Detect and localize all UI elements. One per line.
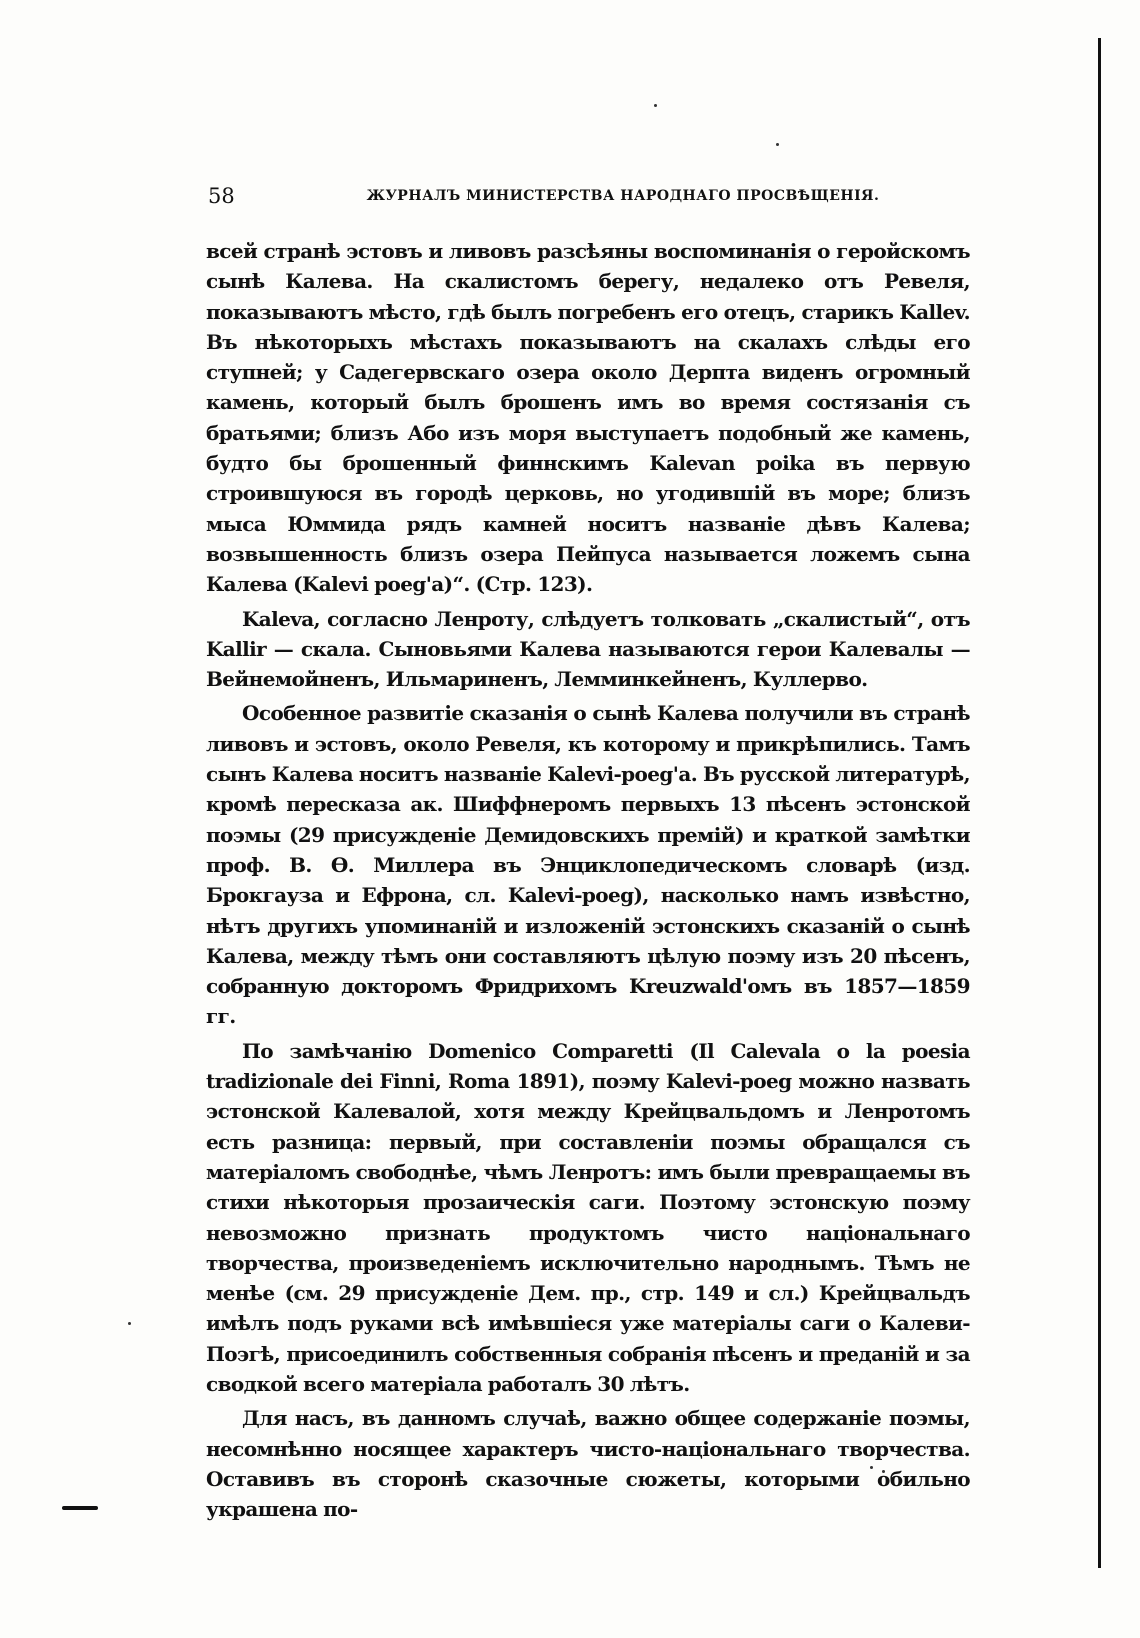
paragraph: Особенное развитіе сказанія о сынѣ Калева получили въ странѣ ливовъ и эстовъ, около Ревеля, къ которому и прикрѣпились. Тамъ сынъ Калева носитъ названіе Kalevi-poeg'a. Въ русской литературѣ, кромѣ пересказа ак. Шиффнеромъ первыхъ 13 пѣсенъ эстонской поэмы (29 присужденіе Демидовскихъ премій) и краткой замѣтки проф. В. Ѳ. Миллера въ Энциклопедическомъ словарѣ (изд. Брокгауза и Ефрона, сл. Kalevi-poeg), насколько намъ извѣстно, нѣтъ другихъ упоминаній и изложеній эстонскихъ сказаній о сынѣ Калева, между тѣмъ они составляютъ цѣлую поэму изъ 20 пѣсенъ, собранную докторомъ Фридрихомъ Kreuzwald'омъ въ 1857—1859 гг. [206,701,970,1029]
scan-speck [776,143,779,146]
paragraph: Для насъ, въ данномъ случаѣ, важно общее содержаніе поэмы, несомнѣнно носящее характеръ чисто-національнаго творчества. Оставивъ въ сторонѣ сказочные сюжеты, которыми обильно украшена по- [206,1406,970,1522]
paragraph: Kaleva, согласно Ленроту, слѣдуетъ толковать „скалистый“, отъ Kallir — скала. Сыновьями Калева называются герои Калевалы — Вейнемойненъ, Ильмариненъ, Лемминкейненъ, Куллерво. [206,606,970,692]
scan-edge-mark [62,1506,98,1510]
scan-speck [128,1322,131,1325]
body-text [206,236,970,1524]
paragraph: По замѣчанію Domenico Comparetti (Il Calevala o la poesia tradizionale dei Finni, Roma 1891), поэму Kalevi-poeg можно назвать эстонской Калевалой, хотя между Крейцвальдомъ и Ленротомъ есть разница: первый, при составленіи поэмы обращался съ матеріаломъ свободнѣе, чѣмъ Ленротъ: имъ были превращаемы въ стихи нѣкоторыя прозаическія саги. Поэтому эстонскую поэму невозможно признать продуктомъ чисто національнаго творчества, произведеніемъ исключительно народнымъ. Тѣмъ не менѣе (см. 29 присужденіе Дем. пр., стр. 149 и сл.) Крейцвальдъ имѣлъ подъ руками всѣ имѣвшіеся уже матеріалы саги о Калеви-Поэгѣ, присоединилъ собственныя собранія пѣсенъ и преданій и за сводкой всего матеріала работалъ 30 лѣтъ. [206,1038,970,1396]
scan-edge-rule [1098,38,1101,1568]
paragraph: всей странѣ эстовъ и ливовъ разсѣяны воспоминанія о геройскомъ сынѣ Калева. На скалистомъ берегу, недалеко отъ Ревеля, показываютъ мѣсто, гдѣ былъ погребенъ его отецъ, старикъ Kallev. Въ нѣкоторыхъ мѣстахъ показываютъ на скалахъ слѣды его ступней; у Садегервскаго озера около Дерпта виденъ огромный камень, который былъ брошенъ имъ во время состязанія съ братьями; близъ Або изъ моря выступаетъ подобный же камень, будто бы брошенный финнскимъ Kalevan poika въ первую строившуюся въ городѣ церковь, но угодившій въ море; близъ мыса Юммида рядъ камней носитъ названіе дѣвъ Калева; возвышенность близъ озера Пейпуса называется ложемъ сына Калева (Kalevi poeg'a)“. (Стр. 123). [206,239,970,597]
running-head: ЖУРНАЛЪ МИНИСТЕРСТВА НАРОДНАГО ПРОСВѢЩЕНІЯ. [366,188,880,204]
page-number: 58 [208,184,235,208]
scan-speck [654,104,657,107]
page-header [208,182,970,214]
